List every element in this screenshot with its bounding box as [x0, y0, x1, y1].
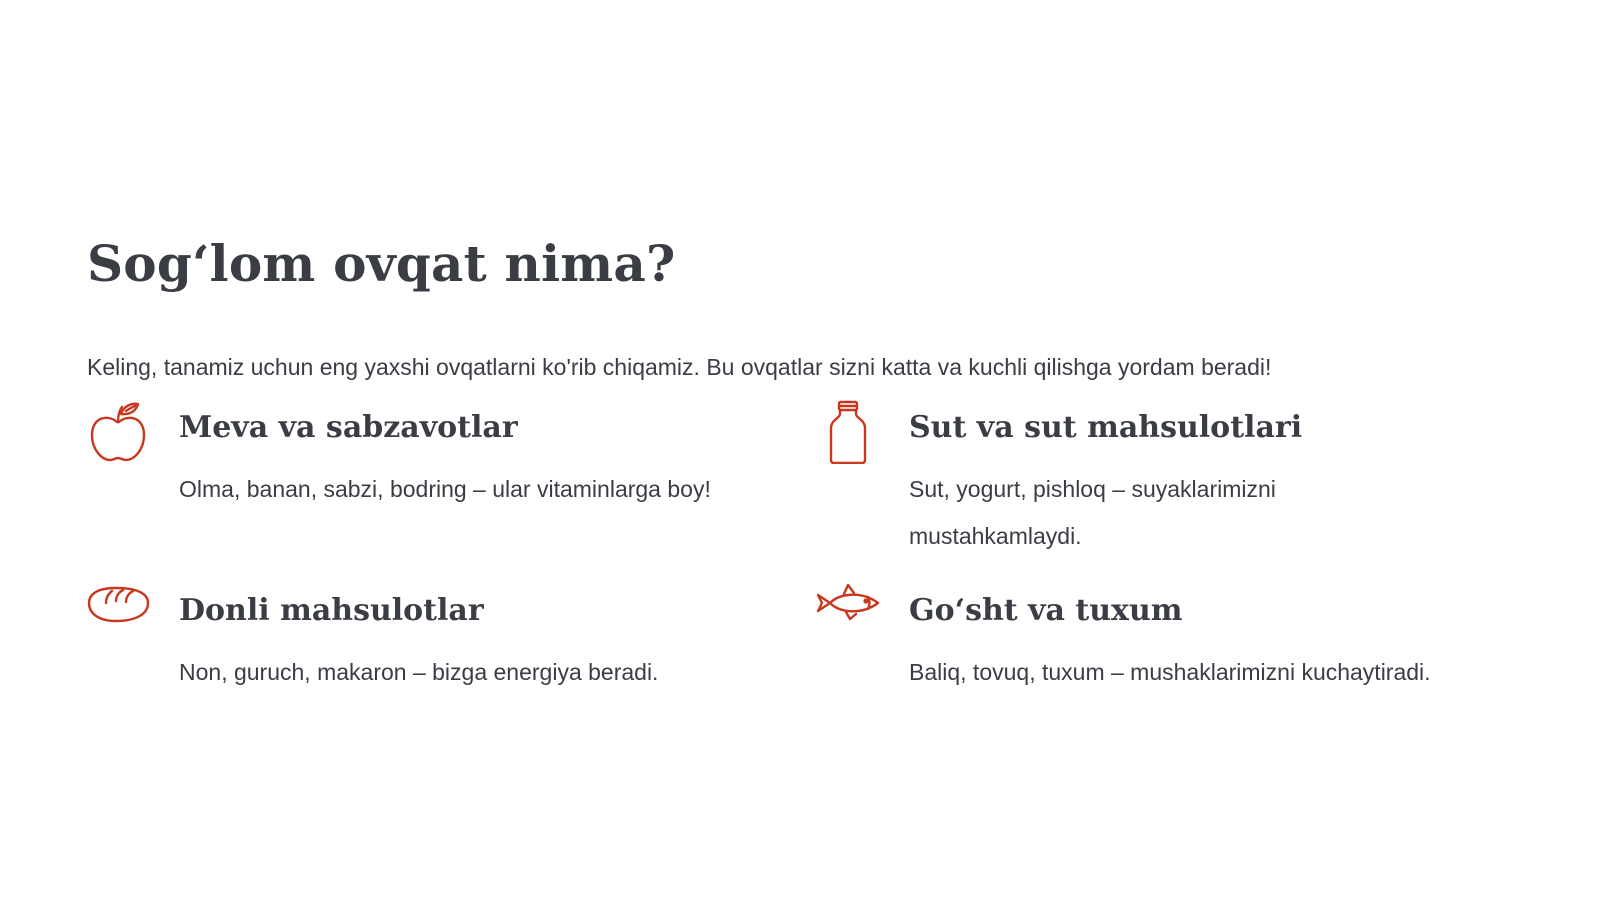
intro-text: Keling, tanamiz uchun eng yaxshi ovqatlarni ko'rib chiqamiz. Bu ovqatlar sizni katta va kuchli qilishga yordam beradi!	[87, 354, 1272, 380]
card-text: Olma, banan, sabzi, bodring – ular vitaminlarga boy!	[179, 476, 711, 502]
card-title: Meva va sabzavotlar	[179, 410, 518, 445]
card-text: Sut, yogurt, pishloq – suyaklarimizni mustahkamlaydi.	[909, 476, 1276, 549]
card-text: Non, guruch, makaron – bizga energiya beradi.	[179, 659, 659, 685]
card-title: Sut va sut mahsulotlari	[909, 410, 1303, 445]
fish-icon	[816, 583, 880, 647]
milk-bottle-icon	[816, 400, 880, 464]
bread-icon	[86, 583, 150, 647]
card-text: Baliq, tovuq, tuxum – mushaklarimizni kuchaytiradi.	[909, 659, 1431, 685]
page-title: Sog‘lom ovqat nima?	[87, 234, 676, 293]
apple-icon	[86, 400, 150, 464]
card-title: Go‘sht va tuxum	[909, 593, 1183, 628]
card-title: Donli mahsulotlar	[179, 593, 484, 628]
